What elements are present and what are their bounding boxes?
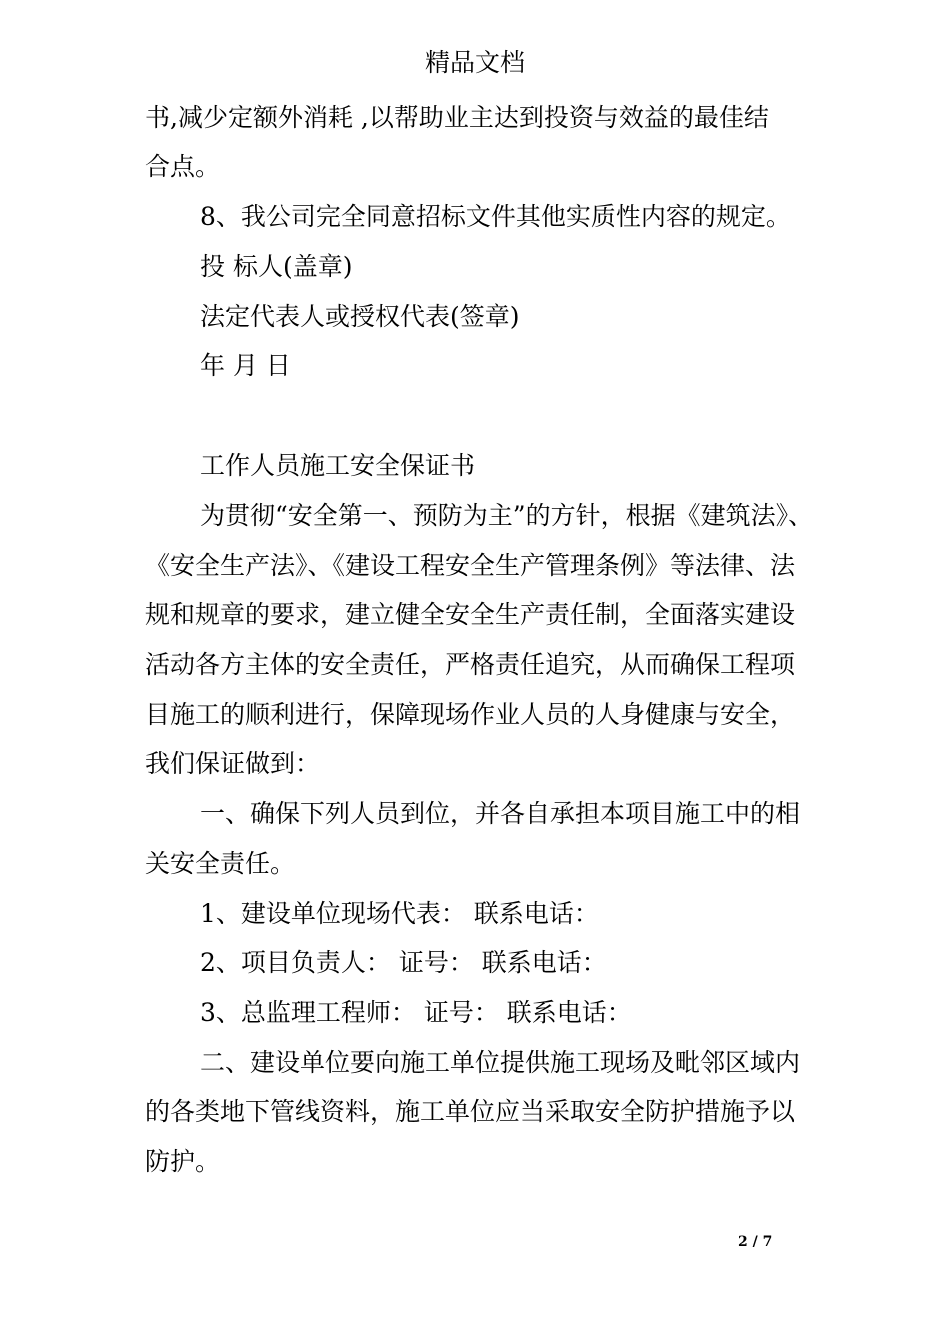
section-title: 工作人员施工安全保证书 <box>200 451 476 480</box>
text-line: 防护。 <box>145 1147 221 1176</box>
text-line: 投 标人(盖章) <box>200 252 353 281</box>
text-line: 法定代表人或授权代表(签章) <box>200 302 520 331</box>
text-line: 规和规章的要求，建立健全安全生产责任制，全面落实建设 <box>145 600 796 629</box>
text-line: 关安全责任。 <box>145 849 296 878</box>
text-line: 书,减少定额外消耗 ,以帮助业主达到投资与效益的最佳结 <box>145 103 769 132</box>
text-line: 8、我公司完全同意招标文件其他实质性内容的规定。 <box>200 202 791 231</box>
text-line: 《安全生产法》、《建设工程安全生产管理条例》等法律、法 <box>145 551 796 580</box>
text-line: 活动各方主体的安全责任，严格责任追究，从而确保工程项 <box>145 650 796 679</box>
text-line: 为贯彻“安全第一、预防为主”的方针，根据《建筑法》、 <box>200 501 814 530</box>
text-line: 2、项目负责人： 证号： 联系电话： <box>200 948 607 977</box>
text-line: 的各类地下管线资料，施工单位应当采取安全防护措施予以 <box>145 1097 796 1126</box>
text-line: 3、总监理工程师： 证号： 联系电话： <box>200 998 632 1027</box>
text-line: 一、确保下列人员到位，并各自承担本项目施工中的相 <box>200 799 801 828</box>
text-line: 二、建设单位要向施工单位提供施工现场及毗邻区域内 <box>200 1048 801 1077</box>
page-number: 2 / 7 <box>738 1234 773 1250</box>
text-line: 年 月 日 <box>200 351 291 380</box>
text-line: 合点。 <box>145 152 221 181</box>
text-line: 我们保证做到： <box>145 749 321 778</box>
text-line: 1、建设单位现场代表： 联系电话： <box>200 899 599 928</box>
page-header-title: 精品文档 <box>424 48 525 77</box>
text-line: 目施工的顺利进行，保障现场作业人员的人身健康与安全， <box>145 700 796 729</box>
